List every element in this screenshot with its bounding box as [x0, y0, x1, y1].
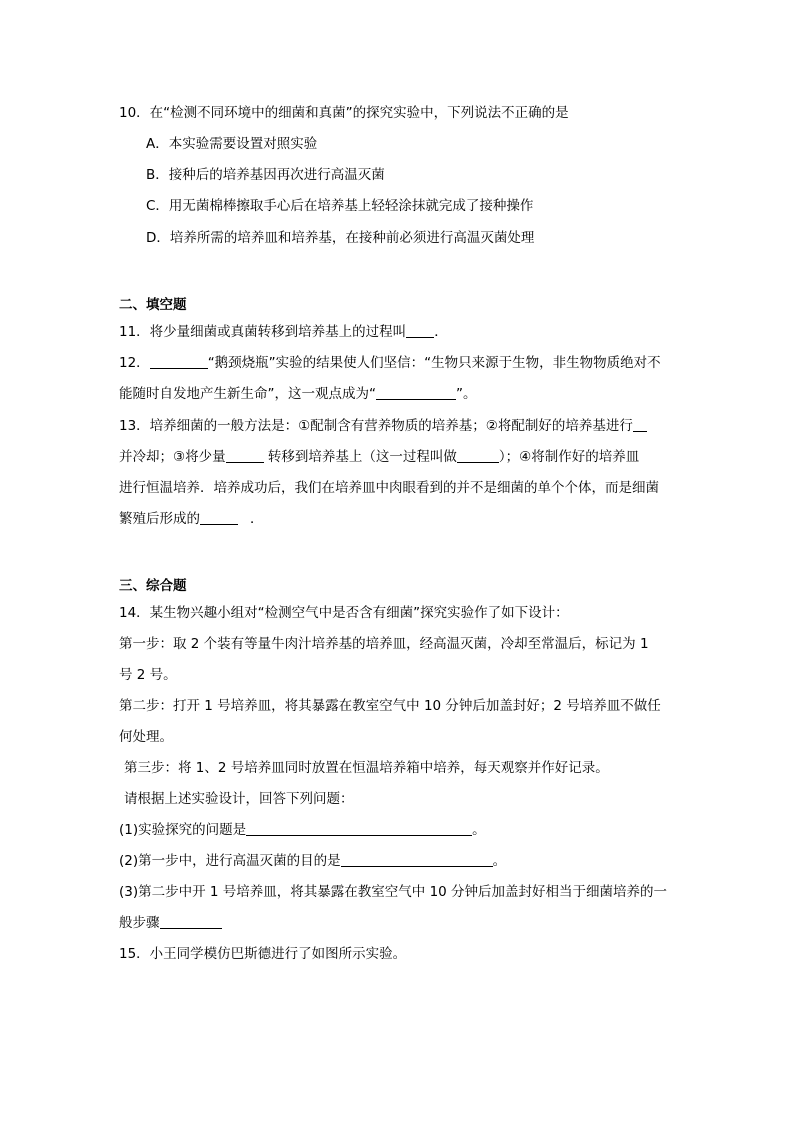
q13-line-3: 进行恒温培养．培养成功后，我们在培养皿中肉眼看到的并不是细菌的单个个体，而是细菌 — [119, 480, 659, 496]
q13-line-2 — [119, 448, 639, 466]
q13-text-1: 13．培养细菌的一般方法是：①配制含有营养物质的培养基；②将配制好的培养基进行 — [119, 418, 633, 434]
q14-step2-line2: 何处理。 — [119, 729, 173, 745]
q13-blank-3 — [457, 448, 499, 463]
q12-blank-2 — [376, 385, 456, 400]
q13-line-4 — [119, 510, 264, 528]
q14-step2-line1: 第二步：打开 1 号培养皿，将其暴露在教室空气中 10 分钟后加盖封好；2 号培养皿不做任 — [119, 698, 661, 714]
q14-step1-line1: 第一步：取 2 个装有等量牛肉汁培养基的培养皿，经高温灭菌，冷却至常温后，标记为 1 — [119, 636, 649, 652]
q14-prompt: 请根据上述实验设计，回答下列问题： — [124, 791, 354, 807]
q15-stem: 15．小王同学模仿巴斯德进行了如图所示实验。 — [119, 946, 407, 962]
q14-sub1-blank — [246, 821, 472, 836]
q11-line — [119, 323, 448, 341]
q14-sub1-text: (1)实验探究的问题是 — [119, 822, 247, 838]
q12-end: ”。 — [456, 386, 477, 402]
q12-blank-1 — [150, 354, 208, 369]
q14-sub2-end: 。 — [492, 853, 507, 869]
q14-sub2-blank — [341, 852, 493, 867]
q13-end: ． — [250, 511, 264, 527]
q13-text-2a: 并冷却；③将少量 — [119, 449, 226, 465]
q14-sub2 — [119, 852, 506, 870]
q13-text-2b: 转移到培养基上（这一过程叫做 — [263, 449, 457, 465]
q13-line-1 — [119, 417, 647, 435]
q12-text-2: 能随时自发地产生新生命”，这一观点成为“ — [119, 386, 376, 402]
q12-line-1 — [119, 354, 661, 372]
q14-step3: 第三步：将 1、2 号培养皿同时放置在恒温培养箱中培养，每天观察并作好记录。 — [124, 760, 609, 776]
q12-line-2 — [119, 385, 477, 403]
q11-blank — [406, 323, 434, 338]
q14-sub3-line1: (3)第二步中开 1 号培养皿，将其暴露在教室空气中 10 分钟后加盖封好相当于细菌培养的一 — [119, 884, 668, 900]
q13-text-2c: ）；④将制作好的培养皿 — [498, 449, 640, 465]
q13-blank-1 — [633, 417, 647, 432]
q10-option-a: A．本实验需要设置对照实验 — [146, 136, 318, 152]
q14-sub3-line2 — [119, 914, 222, 932]
q11-end: ． — [434, 324, 448, 340]
q14-sub2-text: (2)第一步中，进行高温灭菌的目的是 — [119, 853, 341, 869]
q10-option-b: B．接种后的培养基因再次进行高温灭菌 — [146, 167, 385, 183]
q13-blank-4 — [200, 510, 238, 525]
q10-option-d: D．培养所需的培养皿和培养基，在接种前必须进行高温灭菌处理 — [146, 230, 535, 246]
q14-stem: 14．某生物兴趣小组对“检测空气中是否含有细菌”探究实验作了如下设计： — [119, 605, 569, 621]
q14-sub1-end: 。 — [472, 822, 486, 838]
section-title-fill-in: 二、填空题 — [119, 297, 187, 313]
q13-blank-2 — [226, 448, 264, 463]
q14-sub3-blank — [160, 914, 222, 929]
q14-sub3-text: 般步骤 — [119, 915, 160, 931]
q10-stem: 10．在“检测不同环境中的细菌和真菌”的探究实验中，下列说法不正确的是 — [119, 105, 569, 121]
q11-text: 11．将少量细菌或真菌转移到培养基上的过程叫 — [119, 324, 407, 340]
q12-number: 12． — [119, 355, 150, 371]
q14-step1-line2: 号 2 号。 — [119, 667, 177, 683]
q12-text-1: “鹅颈烧瓶”实验的结果使人们坚信：“生物只来源于生物，非生物物质绝对不 — [207, 355, 661, 371]
q14-sub1 — [119, 821, 486, 839]
q13-text-4a: 繁殖后形成的 — [119, 511, 200, 527]
q10-option-c: C．用无菌棉棒擦取手心后在培养基上轻轻涂抹就完成了接种操作 — [146, 198, 534, 214]
section-title-comprehensive: 三、综合题 — [119, 578, 187, 594]
